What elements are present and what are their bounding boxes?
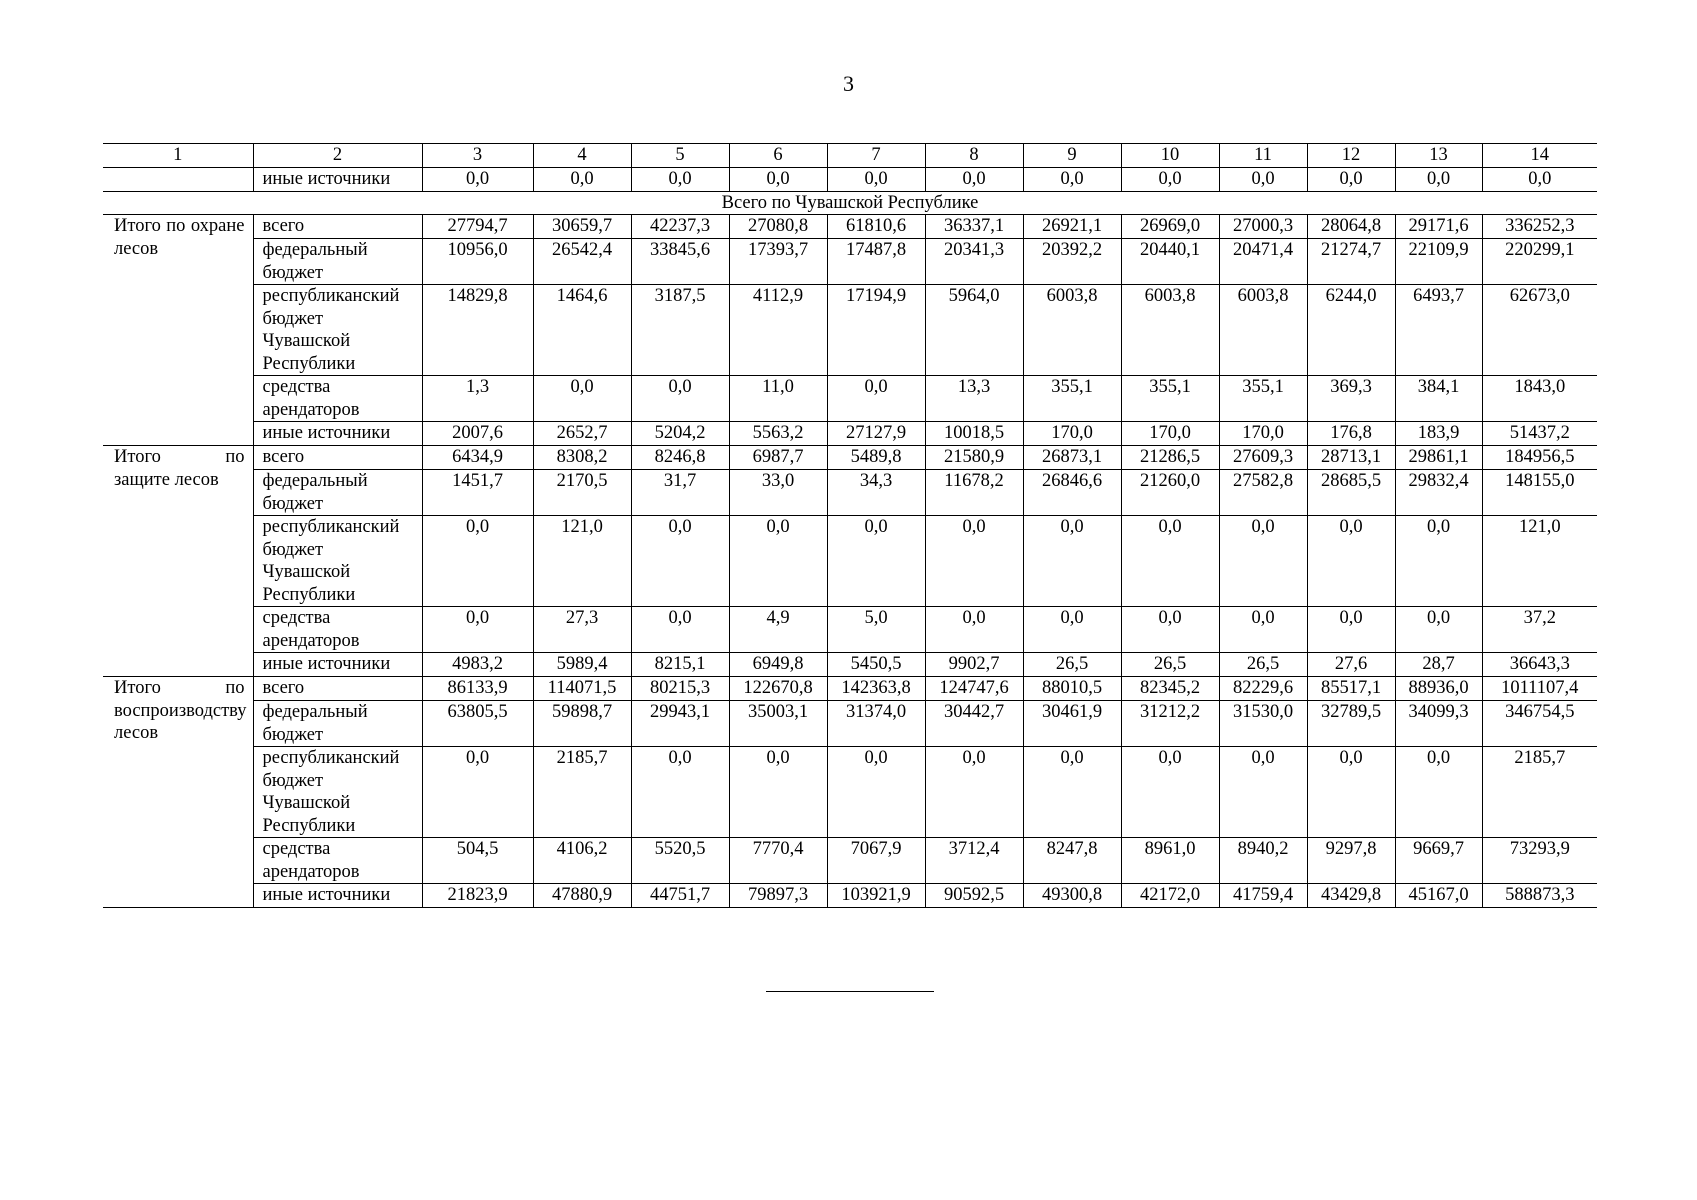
value-cell: 42237,3	[631, 215, 729, 239]
group-title: Итого по воспроизводству лесов	[103, 677, 253, 908]
row-label: средства арендаторов	[253, 838, 422, 884]
footer-rule	[766, 991, 934, 992]
group-title: Итого по защите лесов	[103, 446, 253, 677]
value-cell: 31212,2	[1121, 701, 1219, 747]
table-row	[103, 701, 1597, 747]
forest-budget-table	[103, 143, 1597, 908]
value-cell: 79897,3	[729, 884, 827, 908]
value-cell: 21260,0	[1121, 470, 1219, 516]
value-cell: 170,0	[1121, 422, 1219, 446]
value-cell: 0,0	[827, 747, 925, 838]
table-row	[103, 376, 1597, 422]
value-cell: 0,0	[1395, 168, 1482, 192]
value-cell: 8246,8	[631, 446, 729, 470]
value-cell: 31374,0	[827, 701, 925, 747]
value-cell: 7067,9	[827, 838, 925, 884]
value-cell: 32789,5	[1307, 701, 1395, 747]
value-cell: 73293,9	[1482, 838, 1597, 884]
value-cell: 346754,5	[1482, 701, 1597, 747]
value-cell: 44751,7	[631, 884, 729, 908]
group-title: Итого по охране лесов	[103, 215, 253, 446]
row-label: республиканский бюджет Чувашской Республики	[253, 747, 422, 838]
value-cell: 0,0	[1121, 516, 1219, 607]
value-cell: 82345,2	[1121, 677, 1219, 701]
section-title: Всего по Чувашской Республике	[103, 191, 1597, 215]
value-cell: 5,0	[827, 607, 925, 653]
value-cell: 0,0	[533, 168, 631, 192]
value-cell: 0,0	[422, 168, 533, 192]
value-cell: 8940,2	[1219, 838, 1307, 884]
table-row	[103, 747, 1597, 838]
column-number-cell: 7	[827, 144, 925, 168]
column-number-cell: 2	[253, 144, 422, 168]
value-cell: 0,0	[422, 747, 533, 838]
value-cell: 9297,8	[1307, 838, 1395, 884]
value-cell: 355,1	[1121, 376, 1219, 422]
value-cell: 0,0	[631, 747, 729, 838]
value-cell: 90592,5	[925, 884, 1023, 908]
value-cell: 6244,0	[1307, 285, 1395, 376]
row-label: республиканский бюджет Чувашской Республики	[253, 285, 422, 376]
value-cell: 0,0	[1307, 168, 1395, 192]
value-cell: 0,0	[827, 516, 925, 607]
row-label: средства арендаторов	[253, 376, 422, 422]
value-cell: 142363,8	[827, 677, 925, 701]
value-cell: 0,0	[1219, 747, 1307, 838]
row-label: федеральный бюджет	[253, 470, 422, 516]
table-row	[103, 446, 1597, 470]
value-cell: 30442,7	[925, 701, 1023, 747]
value-cell: 86133,9	[422, 677, 533, 701]
table-row	[103, 285, 1597, 376]
value-cell: 43429,8	[1307, 884, 1395, 908]
value-cell: 88936,0	[1395, 677, 1482, 701]
value-cell: 184956,5	[1482, 446, 1597, 470]
value-cell: 26,5	[1023, 653, 1121, 677]
value-cell: 27,3	[533, 607, 631, 653]
table-row	[103, 516, 1597, 607]
value-cell: 26969,0	[1121, 215, 1219, 239]
value-cell: 6003,8	[1121, 285, 1219, 376]
value-cell: 20440,1	[1121, 239, 1219, 285]
page-number: 3	[843, 71, 854, 96]
value-cell: 1464,6	[533, 285, 631, 376]
value-cell: 121,0	[1482, 516, 1597, 607]
value-cell: 588873,3	[1482, 884, 1597, 908]
value-cell: 0,0	[1482, 168, 1597, 192]
column-number-cell: 13	[1395, 144, 1482, 168]
value-cell: 21286,5	[1121, 446, 1219, 470]
value-cell: 5489,8	[827, 446, 925, 470]
value-cell: 6003,8	[1023, 285, 1121, 376]
value-cell: 6003,8	[1219, 285, 1307, 376]
value-cell: 124747,6	[925, 677, 1023, 701]
value-cell: 31,7	[631, 470, 729, 516]
value-cell: 0,0	[827, 168, 925, 192]
value-cell: 29171,6	[1395, 215, 1482, 239]
value-cell: 6987,7	[729, 446, 827, 470]
value-cell: 0,0	[1023, 747, 1121, 838]
value-cell: 0,0	[1395, 516, 1482, 607]
value-cell: 0,0	[1023, 168, 1121, 192]
row-label: федеральный бюджет	[253, 239, 422, 285]
value-cell: 27000,3	[1219, 215, 1307, 239]
value-cell: 0,0	[1219, 607, 1307, 653]
value-cell: 4106,2	[533, 838, 631, 884]
value-cell: 37,2	[1482, 607, 1597, 653]
value-cell: 28713,1	[1307, 446, 1395, 470]
value-cell: 21580,9	[925, 446, 1023, 470]
value-cell: 26873,1	[1023, 446, 1121, 470]
value-cell: 26,5	[1219, 653, 1307, 677]
value-cell: 2185,7	[533, 747, 631, 838]
value-cell: 26542,4	[533, 239, 631, 285]
value-cell: 3187,5	[631, 285, 729, 376]
column-number-cell: 10	[1121, 144, 1219, 168]
value-cell: 28,7	[1395, 653, 1482, 677]
column-number-cell: 11	[1219, 144, 1307, 168]
column-number-cell: 9	[1023, 144, 1121, 168]
value-cell: 27609,3	[1219, 446, 1307, 470]
value-cell: 355,1	[1219, 376, 1307, 422]
value-cell: 20341,3	[925, 239, 1023, 285]
value-cell: 27080,8	[729, 215, 827, 239]
value-cell: 2007,6	[422, 422, 533, 446]
value-cell: 30659,7	[533, 215, 631, 239]
value-cell: 0,0	[1307, 516, 1395, 607]
value-cell: 22109,9	[1395, 239, 1482, 285]
column-number-cell: 6	[729, 144, 827, 168]
value-cell: 122670,8	[729, 677, 827, 701]
value-cell: 183,9	[1395, 422, 1482, 446]
row-label: всего	[253, 215, 422, 239]
row-label: иные источники	[253, 653, 422, 677]
value-cell: 7770,4	[729, 838, 827, 884]
carryover-row	[103, 168, 1597, 192]
value-cell: 17194,9	[827, 285, 925, 376]
value-cell: 10018,5	[925, 422, 1023, 446]
value-cell: 8215,1	[631, 653, 729, 677]
value-cell: 336252,3	[1482, 215, 1597, 239]
value-cell: 14829,8	[422, 285, 533, 376]
value-cell: 20471,4	[1219, 239, 1307, 285]
value-cell: 26846,6	[1023, 470, 1121, 516]
row-label: республиканский бюджет Чувашской Республики	[253, 516, 422, 607]
value-cell: 0,0	[1219, 168, 1307, 192]
value-cell: 4,9	[729, 607, 827, 653]
value-cell: 0,0	[1023, 516, 1121, 607]
value-cell: 0,0	[422, 516, 533, 607]
value-cell: 6493,7	[1395, 285, 1482, 376]
column-number-cell: 1	[103, 144, 253, 168]
value-cell: 103921,9	[827, 884, 925, 908]
value-cell: 0,0	[422, 607, 533, 653]
value-cell: 0,0	[925, 168, 1023, 192]
section-row	[103, 191, 1597, 215]
value-cell: 36643,3	[1482, 653, 1597, 677]
value-cell: 88010,5	[1023, 677, 1121, 701]
value-cell: 26921,1	[1023, 215, 1121, 239]
column-number-cell: 4	[533, 144, 631, 168]
value-cell: 17487,8	[827, 239, 925, 285]
column-number-cell: 14	[1482, 144, 1597, 168]
value-cell: 82229,6	[1219, 677, 1307, 701]
value-cell: 170,0	[1219, 422, 1307, 446]
value-cell: 2170,5	[533, 470, 631, 516]
value-cell: 34099,3	[1395, 701, 1482, 747]
table-row	[103, 838, 1597, 884]
value-cell: 30461,9	[1023, 701, 1121, 747]
value-cell: 0,0	[631, 376, 729, 422]
value-cell: 0,0	[631, 607, 729, 653]
value-cell: 1843,0	[1482, 376, 1597, 422]
value-cell: 28064,8	[1307, 215, 1395, 239]
value-cell: 45167,0	[1395, 884, 1482, 908]
value-cell: 29832,4	[1395, 470, 1482, 516]
value-cell: 47880,9	[533, 884, 631, 908]
row-label: средства арендаторов	[253, 607, 422, 653]
value-cell: 0,0	[1121, 607, 1219, 653]
value-cell: 8247,8	[1023, 838, 1121, 884]
value-cell: 62673,0	[1482, 285, 1597, 376]
value-cell: 28685,5	[1307, 470, 1395, 516]
value-cell: 1451,7	[422, 470, 533, 516]
value-cell: 29861,1	[1395, 446, 1482, 470]
value-cell: 2652,7	[533, 422, 631, 446]
value-cell: 0,0	[1307, 607, 1395, 653]
value-cell: 21823,9	[422, 884, 533, 908]
value-cell: 0,0	[1395, 747, 1482, 838]
table-row	[103, 239, 1597, 285]
table-row	[103, 607, 1597, 653]
value-cell: 9902,7	[925, 653, 1023, 677]
value-cell: 8308,2	[533, 446, 631, 470]
value-cell: 0,0	[1023, 607, 1121, 653]
value-cell: 0,0	[729, 168, 827, 192]
value-cell: 34,3	[827, 470, 925, 516]
value-cell: 504,5	[422, 838, 533, 884]
value-cell: 36337,1	[925, 215, 1023, 239]
value-cell: 41759,4	[1219, 884, 1307, 908]
value-cell: 63805,5	[422, 701, 533, 747]
value-cell: 1011107,4	[1482, 677, 1597, 701]
value-cell: 4112,9	[729, 285, 827, 376]
value-cell: 13,3	[925, 376, 1023, 422]
table-row	[103, 677, 1597, 701]
value-cell: 33845,6	[631, 239, 729, 285]
row-label: всего	[253, 677, 422, 701]
value-cell: 0,0	[925, 516, 1023, 607]
table-row	[103, 884, 1597, 908]
value-cell: 29943,1	[631, 701, 729, 747]
value-cell: 355,1	[1023, 376, 1121, 422]
value-cell: 0,0	[1395, 607, 1482, 653]
column-number-cell: 12	[1307, 144, 1395, 168]
value-cell: 27127,9	[827, 422, 925, 446]
value-cell: 59898,7	[533, 701, 631, 747]
empty-group-cell	[103, 168, 253, 192]
value-cell: 8961,0	[1121, 838, 1219, 884]
column-number-cell: 5	[631, 144, 729, 168]
row-label: федеральный бюджет	[253, 701, 422, 747]
value-cell: 0,0	[925, 607, 1023, 653]
table-row	[103, 653, 1597, 677]
value-cell: 49300,8	[1023, 884, 1121, 908]
value-cell: 2185,7	[1482, 747, 1597, 838]
value-cell: 80215,3	[631, 677, 729, 701]
value-cell: 61810,6	[827, 215, 925, 239]
value-cell: 11,0	[729, 376, 827, 422]
value-cell: 27,6	[1307, 653, 1395, 677]
row-label: иные источники	[253, 168, 422, 192]
column-number-cell: 8	[925, 144, 1023, 168]
value-cell: 17393,7	[729, 239, 827, 285]
value-cell: 0,0	[729, 516, 827, 607]
table-row	[103, 470, 1597, 516]
row-label: всего	[253, 446, 422, 470]
value-cell: 1,3	[422, 376, 533, 422]
value-cell: 42172,0	[1121, 884, 1219, 908]
column-number-row	[103, 144, 1597, 168]
value-cell: 0,0	[1121, 747, 1219, 838]
value-cell: 5989,4	[533, 653, 631, 677]
value-cell: 5450,5	[827, 653, 925, 677]
value-cell: 0,0	[1219, 516, 1307, 607]
value-cell: 6949,8	[729, 653, 827, 677]
row-label: иные источники	[253, 422, 422, 446]
value-cell: 114071,5	[533, 677, 631, 701]
value-cell: 170,0	[1023, 422, 1121, 446]
value-cell: 35003,1	[729, 701, 827, 747]
value-cell: 5563,2	[729, 422, 827, 446]
value-cell: 384,1	[1395, 376, 1482, 422]
value-cell: 3712,4	[925, 838, 1023, 884]
value-cell: 0,0	[631, 516, 729, 607]
value-cell: 33,0	[729, 470, 827, 516]
value-cell: 21274,7	[1307, 239, 1395, 285]
value-cell: 9669,7	[1395, 838, 1482, 884]
row-label: иные источники	[253, 884, 422, 908]
value-cell: 6434,9	[422, 446, 533, 470]
value-cell: 20392,2	[1023, 239, 1121, 285]
value-cell: 0,0	[1307, 747, 1395, 838]
value-cell: 5520,5	[631, 838, 729, 884]
value-cell: 0,0	[1121, 168, 1219, 192]
value-cell: 31530,0	[1219, 701, 1307, 747]
value-cell: 148155,0	[1482, 470, 1597, 516]
value-cell: 26,5	[1121, 653, 1219, 677]
value-cell: 0,0	[925, 747, 1023, 838]
value-cell: 369,3	[1307, 376, 1395, 422]
value-cell: 0,0	[827, 376, 925, 422]
value-cell: 220299,1	[1482, 239, 1597, 285]
value-cell: 85517,1	[1307, 677, 1395, 701]
table-row	[103, 422, 1597, 446]
column-number-cell: 3	[422, 144, 533, 168]
value-cell: 5204,2	[631, 422, 729, 446]
value-cell: 176,8	[1307, 422, 1395, 446]
value-cell: 11678,2	[925, 470, 1023, 516]
value-cell: 5964,0	[925, 285, 1023, 376]
value-cell: 51437,2	[1482, 422, 1597, 446]
value-cell: 0,0	[533, 376, 631, 422]
value-cell: 0,0	[729, 747, 827, 838]
table-row	[103, 215, 1597, 239]
value-cell: 27582,8	[1219, 470, 1307, 516]
value-cell: 10956,0	[422, 239, 533, 285]
value-cell: 121,0	[533, 516, 631, 607]
value-cell: 0,0	[631, 168, 729, 192]
value-cell: 27794,7	[422, 215, 533, 239]
value-cell: 4983,2	[422, 653, 533, 677]
